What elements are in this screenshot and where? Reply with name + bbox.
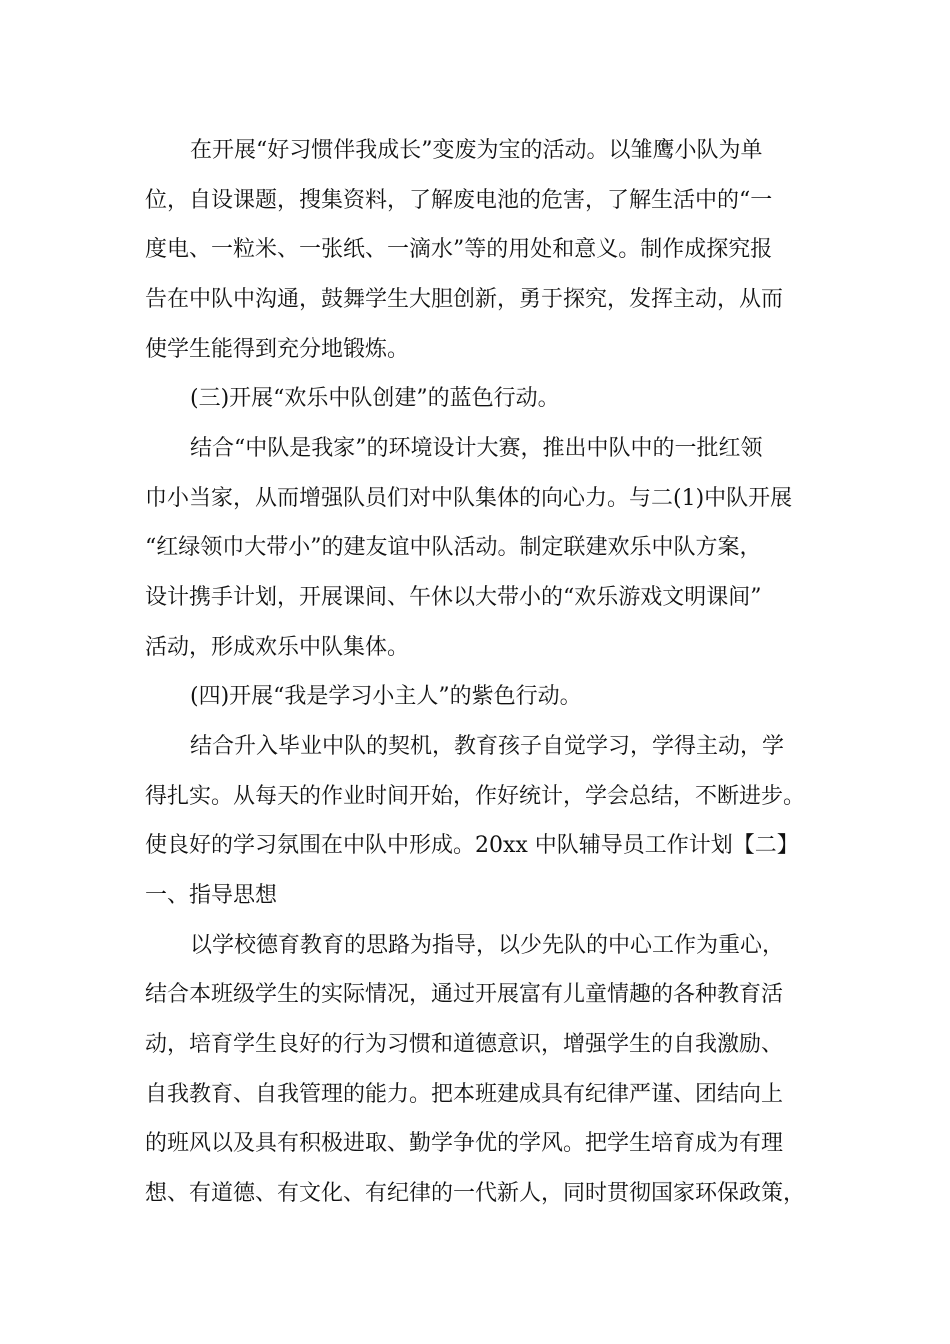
text-line: 告在中队中沟通，鼓舞学生大胆创新，勇于探究，发挥主动，从而	[145, 287, 784, 312]
text-line: 位，自设课题，搜集资料，了解废电池的危害，了解生活中的“一	[145, 188, 773, 213]
text-line: 得扎实。从每天的作业时间开始，作好统计，学会总结，不断进步。	[145, 784, 806, 809]
text-line: 活动，形成欢乐中队集体。	[145, 635, 410, 660]
text-line: 度电、一粒米、一张纸、一滴水”等的用处和意义。制作成探究报	[145, 237, 773, 262]
text-line: 动，培育学生良好的行为习惯和道德意识，增强学生的自我激励、	[145, 1032, 784, 1057]
text-line: 的班风以及具有积极进取、勤学争优的学风。把学生培育成为有理	[145, 1131, 784, 1156]
text-line: 使良好的学习氛围在中队中形成。20xx 中队辅导员工作计划【二】	[145, 833, 799, 858]
text-line: 结合“中队是我家”的环境设计大赛，推出中队中的一批红领	[190, 436, 763, 461]
text-line: 以学校德育教育的思路为指导，以少先队的中心工作为重心，	[190, 933, 785, 958]
text-line: 使学生能得到充分地锻炼。	[145, 337, 410, 362]
section-heading: (四)开展“我是学习小主人”的紫色行动。	[190, 684, 582, 709]
section-heading: (三)开展“欢乐中队创建”的蓝色行动。	[190, 386, 560, 411]
text-line: 自我教育、自我管理的能力。把本班建成具有纪律严谨、团结向上	[145, 1082, 784, 1107]
text-line: 想、有道德、有文化、有纪律的一代新人，同时贯彻国家环保政策，	[145, 1181, 806, 1206]
text-line: 巾小当家，从而增强队员们对中队集体的向心力。与二(1)中队开展	[145, 486, 793, 511]
text-line: “红绿领巾大带小”的建友谊中队活动。制定联建欢乐中队方案，	[145, 535, 762, 560]
text-line: 结合本班级学生的实际情况，通过开展富有儿童情趣的各种教育活	[145, 982, 784, 1007]
text-line: 结合升入毕业中队的契机，教育孩子自觉学习，学得主动，学	[190, 734, 785, 759]
text-line: 设计携手计划，开展课间、午休以大带小的“欢乐游戏文明课间”	[145, 585, 762, 610]
section-heading: 一、指导思想	[145, 883, 278, 908]
text-line: 在开展“好习惯伴我成长”变废为宝的活动。以雏鹰小队为单	[190, 138, 763, 163]
